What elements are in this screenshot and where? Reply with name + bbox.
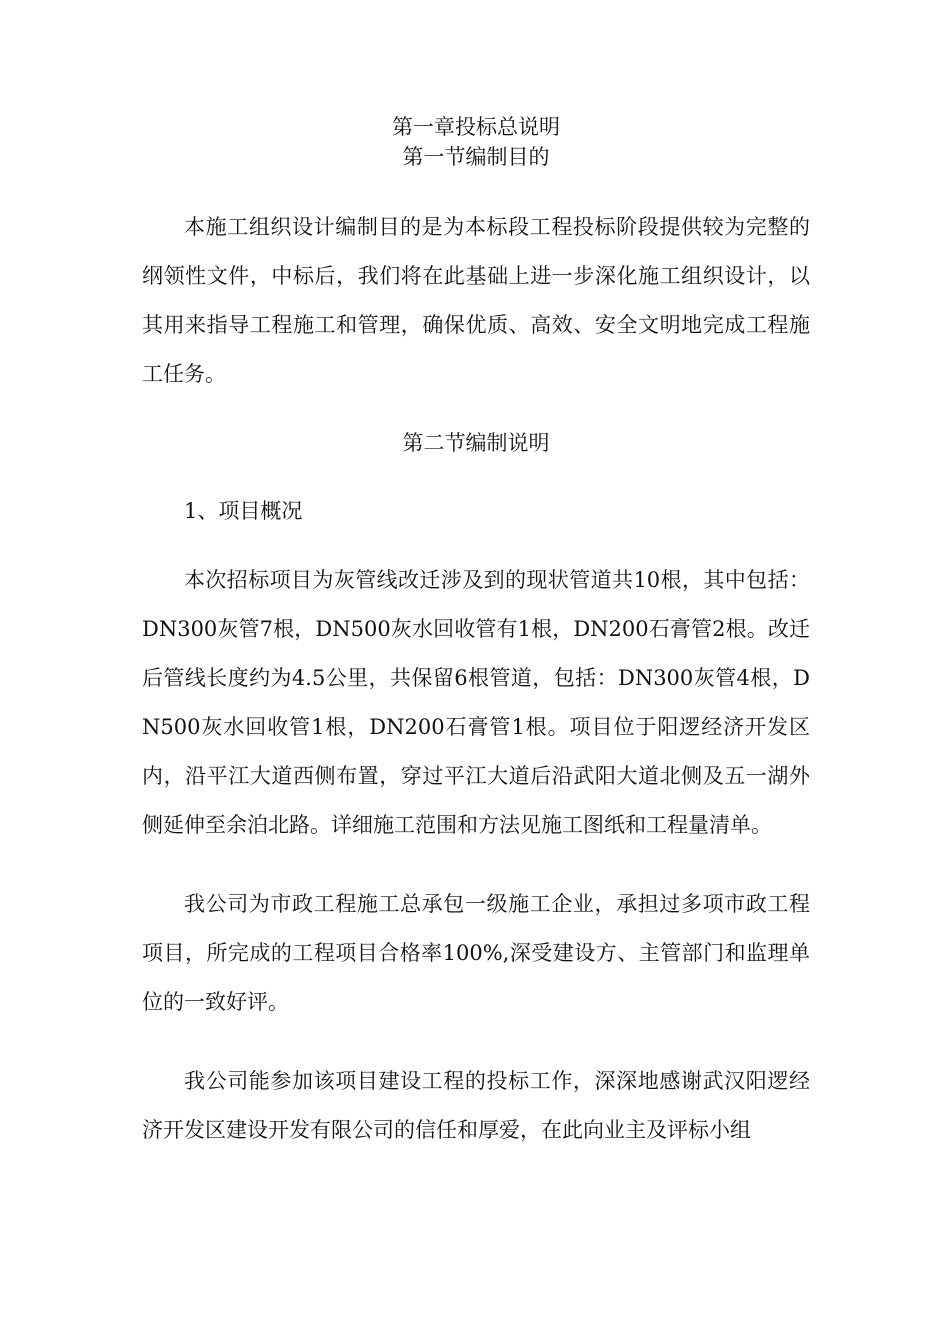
paragraph-project-overview: 本次招标项目为灰管线改迁涉及到的现状管道共10根，其中包括：DN300灰管7根，DN500灰水回收管有1根，DN200石膏管2根。改迁后管线长度约为4.5公里，共保留6根管道，包括：DN300灰管4根，DN500灰水回收管1根，DN200石膏管1根。项目位于阳逻经济开发区内，沿平江大道西侧布置，穿过平江大道后沿武阳大道北侧及五一湖外侧延伸至余泊北路。详细施工范围和方法见施工图纸和工程量清单。 [142,568,810,837]
section-title-description: 第二节编制说明 [402,431,550,455]
chapter-title: 第一章投标总说明 [392,115,560,139]
section-title-purpose: 第一节编制目的 [402,145,550,169]
paragraph-thanks: 我公司能参加该项目建设工程的投标工作，深深地感谢武汉阳逻经济开发区建设开发有限公司的信任和厚爱，在此向业主及评标小组 [142,1069,810,1142]
document-page [142,112,810,1155]
item-heading-project-overview: 1、项目概况 [184,499,303,523]
paragraph-purpose: 本施工组织设计编制目的是为本标段工程投标阶段提供较为完整的纲领性文件，中标后，我们将在此基础上进一步深化施工组织设计，以其用来指导工程施工和管理，确保优质、高效、安全文明地完成工程施工任务。 [142,215,810,386]
paragraph-company-qualification: 我公司为市政工程施工总承包一级施工企业，承担过多项市政工程项目，所完成的工程项目合格率100%,深受建设方、主管部门和监理单位的一致好评。 [142,892,810,1014]
